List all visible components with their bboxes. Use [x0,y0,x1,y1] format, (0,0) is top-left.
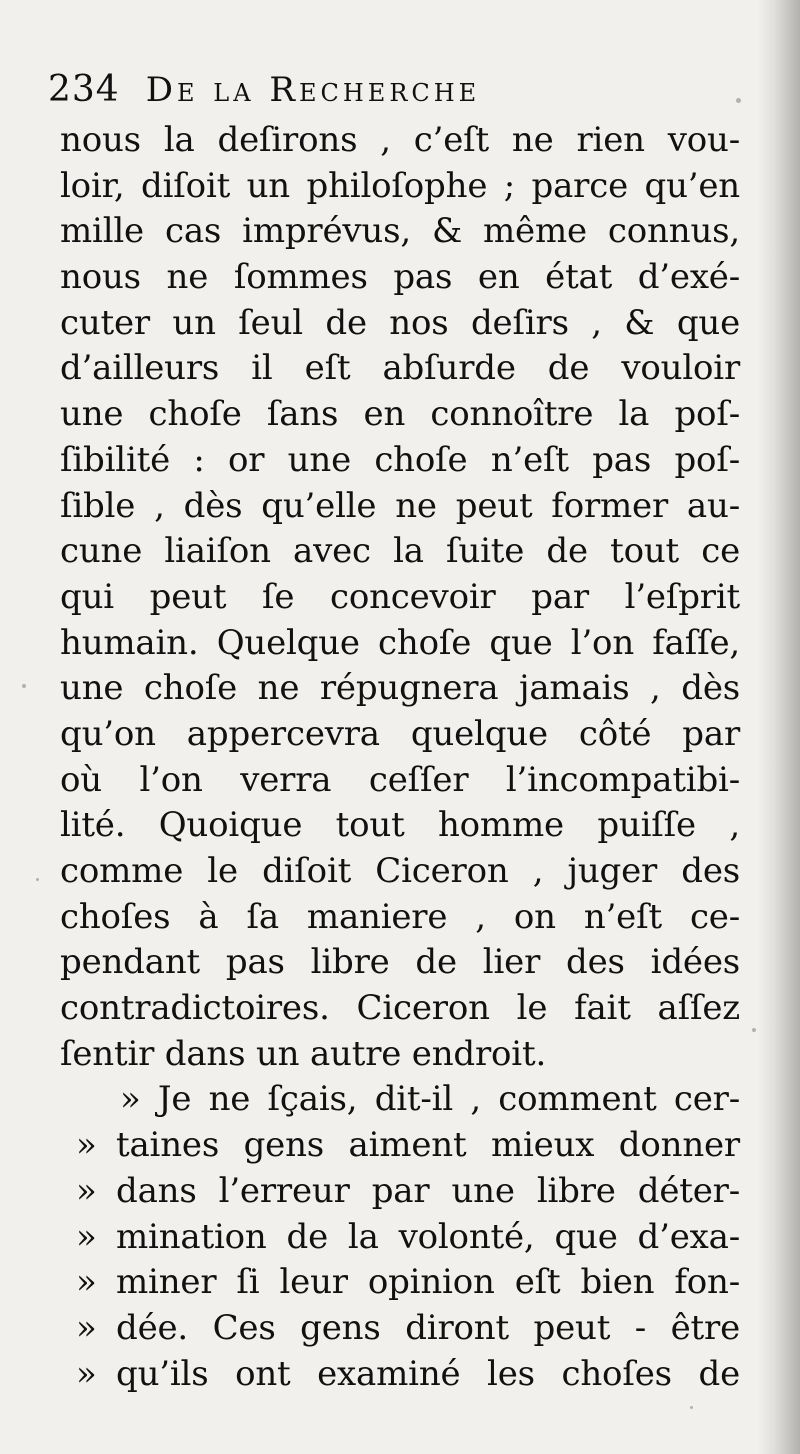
page-edge-shadow [758,0,800,1454]
body-line: ſible , dès qu’elle ne peut former au- [60,485,740,526]
quote-mark: » [76,1216,97,1257]
body-line: une choſe ne répugnera jamais , dès [60,668,740,709]
quote-line [60,1215,740,1261]
body-line: cuter un ſeul de nos deſirs , & que [60,302,740,343]
body-line: humain. Quelque choſe que l’on faſſe, [60,622,740,663]
quote-line [60,1169,740,1215]
body-line: contradictoires. Ciceron le fait aſſez [60,988,740,1029]
quote-mark: » [76,1307,97,1348]
quote-line-text: dans l’erreur par une libre déter- [116,1170,740,1211]
body-line: mille cas imprévus, & même connus, [60,211,740,252]
paper-speck [22,684,26,688]
page-text [48,62,740,1397]
body-line: pendant pas libre de lier des idées [60,942,740,983]
body-line: cune liaiſon avec la ſuite de tout ce [60,531,740,572]
body-line: lité. Quoique tout homme puiſſe , [60,805,740,846]
body-line: où l’on verra ceſſer l’incompatibi- [60,759,740,800]
paper-speck [752,1028,756,1032]
page-number: 234 [48,69,120,110]
body-line: nous ne ſommes pas en état d’exé- [60,257,740,298]
body-line: qui peut ſe concevoir par l’eſprit [60,576,740,617]
quote-opening-line: » Je ne ſçais, dit-il , comment cer- [120,1079,740,1120]
quote-line [60,1306,740,1352]
running-head: De la Recherche [145,70,481,110]
body-line: comme le diſoit Ciceron , juger des [60,851,740,891]
quote-line [60,1352,740,1398]
quote-line-text: taines gens aiment mieux donner [116,1125,740,1166]
paragraph-last-line: ſentir dans un autre endroit. [60,1033,547,1074]
quote-line-text: mination de la volonté, que d’exa- [116,1216,740,1257]
body-line: choſes à ſa maniere , on n’eſt ce- [60,896,740,937]
page-header [48,62,740,118]
body-line: qu’on appercevra quelque côté par [60,713,740,754]
body-line: loir, diſoit un philoſophe ; parce qu’en [60,165,740,206]
body-line: d’ailleurs il eſt abſurde de vouloir [60,348,740,389]
body-line: une choſe ſans en connoître la poſ- [60,394,740,435]
paper-speck [36,878,39,881]
quote-line [60,1123,740,1169]
quote-mark: » [76,1170,97,1211]
quote-mark: » [76,1125,97,1166]
quote-mark: » [76,1353,97,1394]
quote-line-text: qu’ils ont examiné les choſes de [116,1353,740,1394]
quote-line-text: miner ſi leur opinion eſt bien fon- [116,1262,740,1303]
quote-mark: » [76,1262,97,1303]
body-line: nous la deſirons , c’eſt ne rien vou- [60,120,740,160]
body-line: ſibilité : or une choſe n’eſt pas poſ- [60,439,740,480]
quote-line [60,1260,740,1306]
paper-speck [690,1406,693,1409]
quote-line-text: dée. Ces gens diront peut - être [116,1307,740,1348]
